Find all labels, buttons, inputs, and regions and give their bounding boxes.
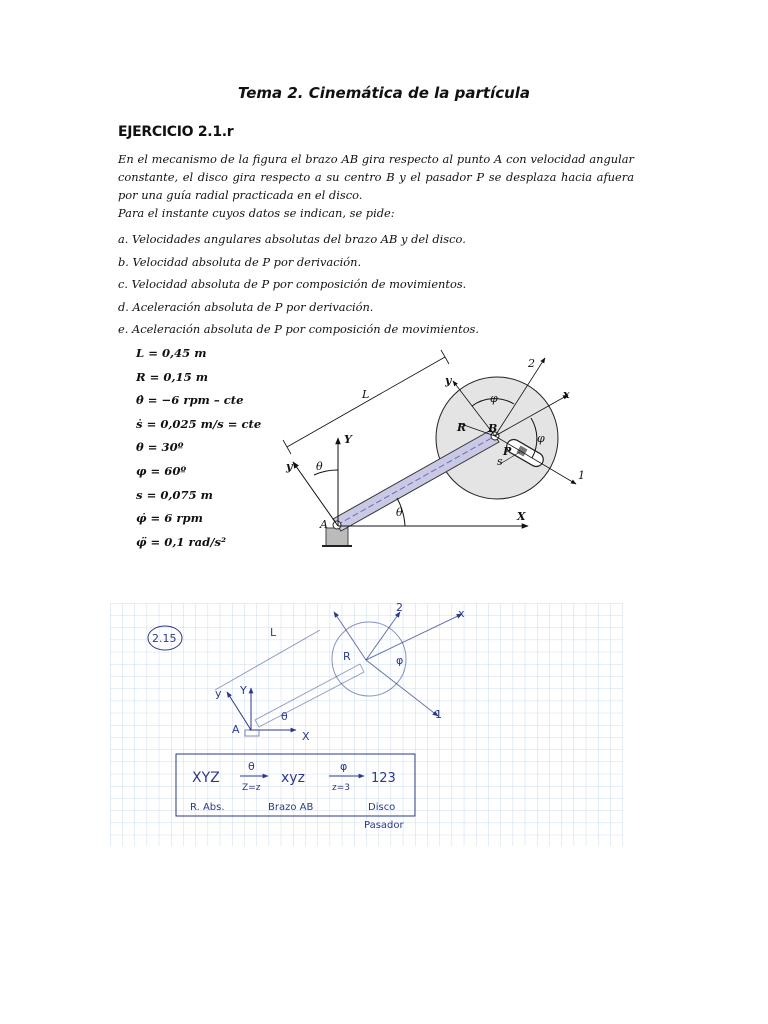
note-y: y	[215, 687, 222, 700]
label-x-disk: x	[563, 388, 570, 401]
label-X: X	[517, 510, 526, 523]
label-y-disk: y	[445, 374, 452, 387]
note-z-eq: Z=z	[242, 783, 261, 793]
label-theta-left: θ	[316, 460, 323, 473]
label-phi-top: φ	[490, 392, 498, 405]
label-A: A	[320, 518, 328, 531]
note-XYZ: XYZ	[192, 770, 220, 786]
note-theta-top: θ	[248, 760, 255, 773]
note-phi: φ	[396, 654, 404, 667]
note-2: 2	[396, 601, 403, 614]
graph-paper	[110, 603, 623, 846]
note-r-abs: R. Abs.	[190, 802, 225, 813]
label-Y: Y	[344, 433, 352, 446]
note-123: 123	[371, 771, 396, 786]
data-theta: θ = 30º	[136, 440, 184, 455]
note-brazo: Brazo AB	[268, 802, 314, 813]
note-R: R	[343, 650, 351, 663]
note-z-eq3: z=3	[332, 783, 350, 793]
question-d: d. Aceleración absoluta de P por derivación.	[118, 299, 374, 314]
data-phi: φ = 60º	[136, 463, 187, 478]
data-phi-ddot: φ̈ = 0,1 rad/s²	[136, 534, 227, 549]
question-c: c. Velocidad absoluta de P por composición de movimientos.	[118, 277, 467, 292]
note-disco: Disco	[368, 802, 396, 813]
label-1: 1	[578, 469, 585, 482]
note-x: x	[458, 607, 465, 620]
note-badge: 2.15	[152, 632, 177, 645]
question-a: a. Velocidades angulares absolutas del brazo AB y del disco.	[118, 232, 466, 246]
label-s: s	[497, 455, 503, 468]
note-A: A	[232, 723, 240, 736]
data-phi-dot: φ̇ = 6 rpm	[136, 511, 203, 526]
note-theta: θ	[281, 710, 288, 723]
note-L: L	[270, 626, 277, 639]
label-B: B	[488, 422, 498, 435]
note-X: X	[302, 730, 310, 743]
data-R: R = 0,15 m	[136, 369, 208, 384]
data-L: L = 0,45 m	[136, 346, 207, 360]
note-phi-top: φ	[340, 760, 348, 773]
note-xyz: xyz	[281, 770, 305, 786]
exercise-statement: En el mecanismo de la figura el brazo AB gira respecto al punto A con velocidad angular constante, el disco gira respecto a su centro B y el pasador P se desplaza hacia afuera por una guía radial practicada en el disco.	[118, 152, 634, 202]
page-title: Tema 2. Cinemática de la partícula	[237, 84, 531, 102]
note-pasador: Pasador	[364, 820, 404, 831]
exercise-intro: Para el instante cuyos datos se indican, se pide:	[118, 206, 395, 220]
question-b: b. Velocidad absoluta de P por derivación.	[118, 254, 362, 269]
note-Y: Y	[240, 684, 247, 697]
data-theta-dot: θ̇ = −6 rpm – cte	[136, 393, 244, 408]
data-s-dot: ṡ = 0,025 m/s = cte	[136, 416, 262, 431]
label-theta-bottom: θ	[396, 506, 403, 519]
data-s: s = 0,075 m	[136, 487, 213, 502]
label-phi-right: φ	[537, 432, 545, 445]
label-P: P	[503, 445, 512, 458]
label-2: 2	[528, 357, 535, 370]
label-R: R	[457, 421, 467, 434]
exercise-title: EJERCICIO 2.1.r	[118, 124, 234, 140]
label-L: L	[362, 388, 370, 401]
label-y-arm: y	[286, 460, 293, 473]
question-e: e. Aceleración absoluta de P por composición de movimientos.	[118, 322, 480, 337]
note-1: 1	[435, 708, 442, 721]
